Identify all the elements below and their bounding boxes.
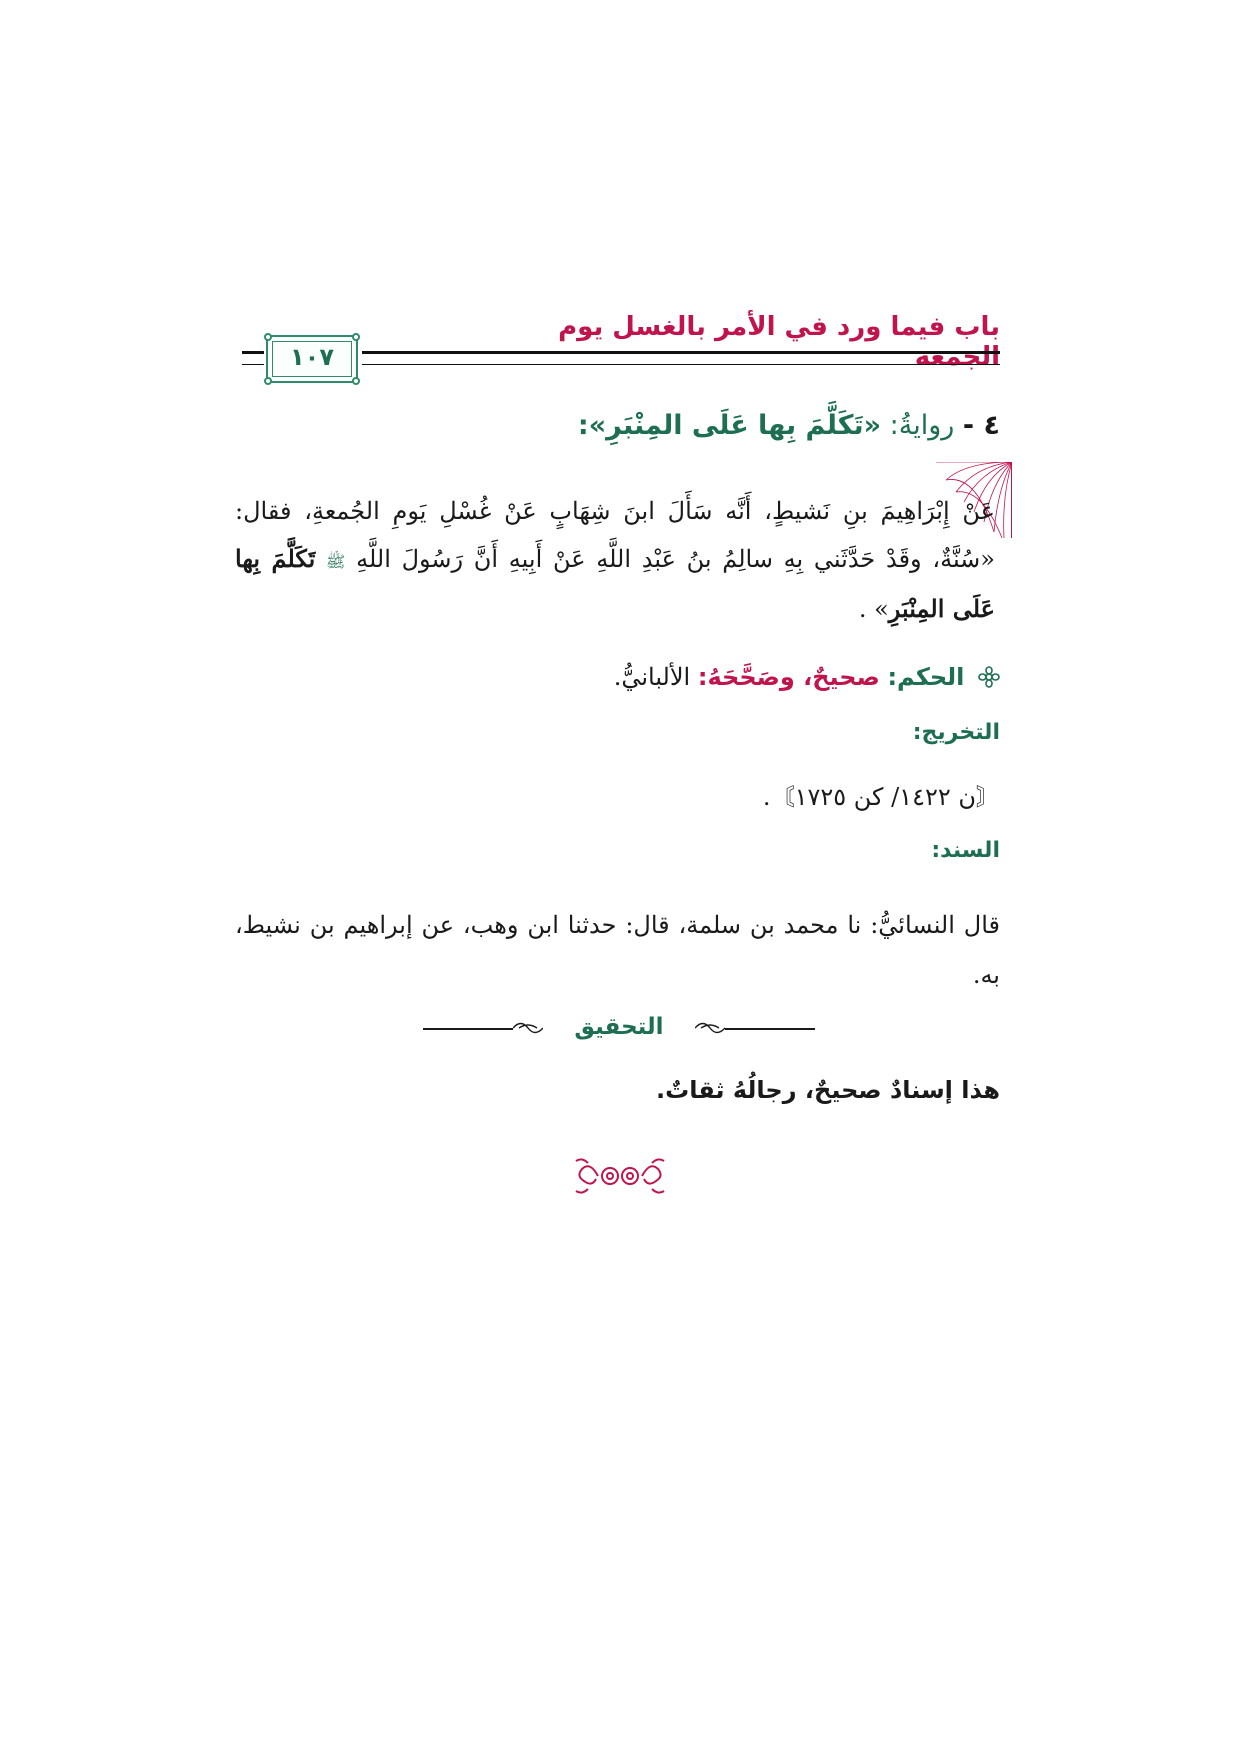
- tahqiq-title: التحقيق: [574, 1014, 664, 1040]
- takhrij-reference: 〘ن ١٤٢٢/ كن ١٧٢٥〙.: [762, 783, 1000, 811]
- isnad-label: السند:: [931, 838, 1000, 863]
- verdict-value: صحيحٌ، وصَحَّحَهُ:: [697, 663, 880, 691]
- divider-line-left: [423, 1028, 513, 1030]
- takhrij-label: التخريج:: [912, 720, 1000, 745]
- frame-corner-icon: [352, 377, 360, 385]
- end-ornament-icon: [574, 1155, 666, 1197]
- frame-corner-icon: [264, 377, 272, 385]
- isnad-text: قال النسائيُّ: نا محمد بن سلمة، قال: حدثنا ابن وهب، عن إبراهيم بن نشيط، به.: [235, 911, 1000, 989]
- flower-icon: [978, 666, 1000, 688]
- frame-corner-icon: [352, 333, 360, 341]
- verdict-authority: الألبانيُّ.: [613, 663, 691, 691]
- page-number: ١٠٧: [290, 343, 334, 371]
- hadith-closing: » .: [858, 595, 889, 623]
- divider-line-right: [725, 1028, 815, 1030]
- frame-corner-icon: [264, 333, 272, 341]
- hadith-body: عَنْ إِبْرَاهِيمَ بنِ نَشيطٍ، أَنَّه سَأَلَ ابنَ شِهَابٍ عَنْ غُسْلِ يَومِ الجُمعةِ، فقال: «سُنَّةٌ، وقَدْ حَدَّثَني بِهِ سالِمُ بنُ عَبْدِ اللَّهِ عَنْ أَبِيهِ أَنَّ رَسُولَ اللَّهِ: [235, 497, 995, 573]
- section-heading: [300, 410, 1000, 441]
- section-quote: «تَكَلَّمَ بِها عَلَى المِنْبَرِ»:: [577, 410, 882, 441]
- salutation-glyph: ﷺ: [326, 552, 346, 571]
- hadith-text: [235, 488, 995, 633]
- verdict-label: الحكم:: [887, 663, 965, 691]
- running-title: باب فيما ورد في الأمر بالغسل يوم الجمعة: [558, 312, 1000, 372]
- divider-ornament-icon: [695, 1019, 725, 1037]
- divider-ornament-icon: [513, 1019, 543, 1037]
- header-rule-left: [242, 351, 264, 365]
- header-rule-right: [362, 351, 1000, 365]
- page-number-frame-icon: [266, 335, 358, 383]
- verdict-line: [240, 663, 1000, 691]
- tahqiq-divider: [423, 1014, 815, 1044]
- hadith-bold-phrase: تَكَلَّمَ بِها عَلَى المِنْبَرِ: [235, 544, 995, 623]
- tahqiq-conclusion: هذا إسنادٌ صحيحٌ، رجالُهُ ثقاتٌ.: [655, 1076, 1000, 1104]
- section-label: روايةُ:: [889, 410, 955, 441]
- section-number: ٤ -: [962, 410, 1000, 441]
